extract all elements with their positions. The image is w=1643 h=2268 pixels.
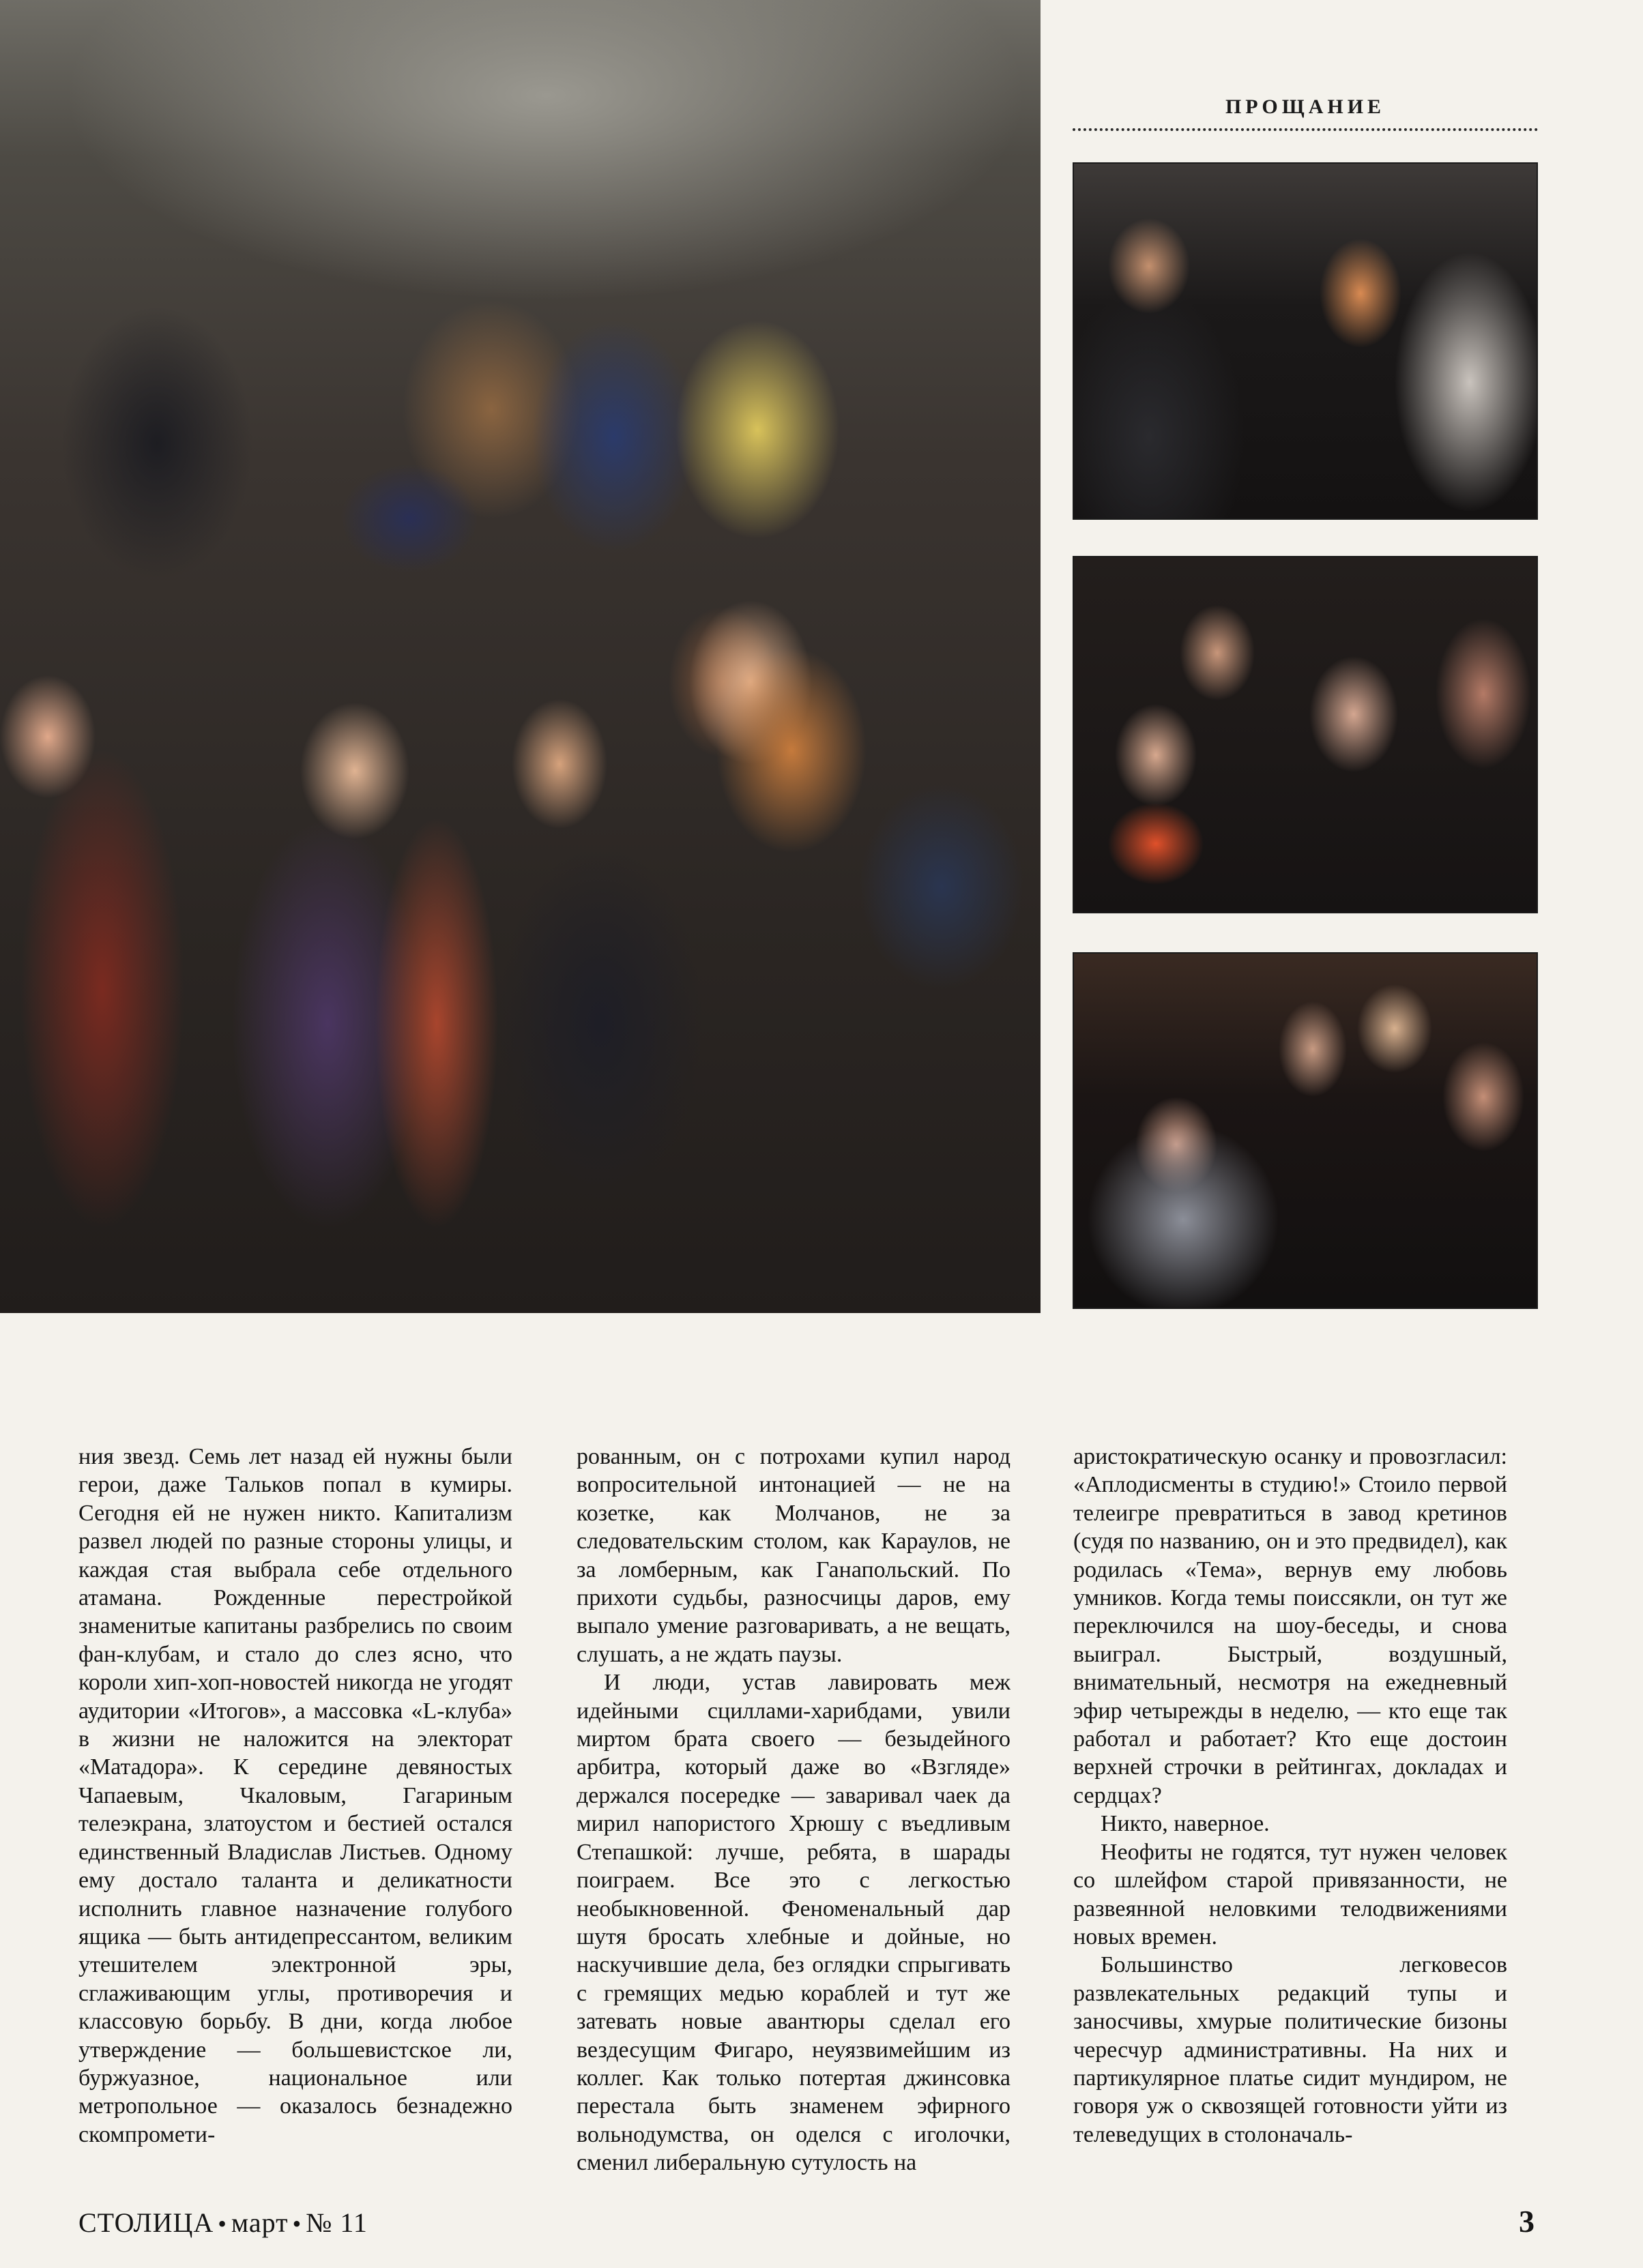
paragraph: рованным, он с потрохами купил народ вопросительной интонацией — не на козетке, как Молчанов, не за следовательским столом, как Караулов, не за ломберным, как Ганапольский. По прихоти судьбы, разносчицы даров, ему выпало умение разговаривать, а не вещать, слушать, а не ждать паузы. [577, 1444, 1010, 1667]
crowd-photo [0, 0, 1041, 1313]
magazine-name: СТОЛИЦА [78, 2207, 214, 2238]
paragraph: аристократическую осанку и провозгласил: «Аплодисменты в студию!» Стоило первой телеигре превратиться в завод кретинов (судя по названию, он и это предвидел), как родилась «Тема», вернув ему любовь умников. Когда темы поиссякли, он тут же переключился на шоу-беседы, и снова выиграл. Быстрый, воздушный, внимательный, несмотря на ежедневный эфир четырежды в неделю, — кто еще так работал и работает? Кто еще достоин верхней строчки в рейтингах, докладах и сердцах? [1073, 1444, 1507, 1808]
paragraph: ния звезд. Семь лет назад ей нужны были герои, даже Тальков попал в кумиры. Сегодня ей не нужен никто. Капитализм развел людей по разные стороны улицы, и каждая стая выбрала себе отдельного атамана. Рожденные перестройкой знаменитые капитаны разбрелись по своим фан-клубам, и стало до слез ясно, что короли хип-хоп-новостей никогда не угодят аудитории «Итогов», а массовка «L-клуба» в жизни не наложится на электорат «Матадора». К середине девяностых Чапаевым, Чкаловым, Гагариным телеэкрана, златоустом и бестией остался единственный Владислав Листьев. Одному ему достало таланта и деликатности исполнить главное назначение голубого ящика — быть антидепрессантом, великим утешителем электронной эры, сглаживающим углы, противоречия и классовую борьбу. В дни, когда любое утверждение — большевистское ли, буржуазное, национальное или метропольное — оказалось безнадежно скомпромети- [78, 1444, 512, 2147]
paragraph: Никто, наверное. [1101, 1811, 1270, 1837]
section-divider [1073, 128, 1538, 131]
separator-dot: • [218, 2210, 227, 2237]
mourners-photo-1 [1073, 162, 1538, 520]
paragraph: Большинство легковесов развлекательных редакций тупы и заносчивы, хмурые политические бизоны чересчур административны. На них и партикулярное платье сидит мундиром, не говоря уж о сквозящей готовности уйти из телеведущих в столоначаль- [1073, 1952, 1507, 2147]
paragraph: И люди, устав лавировать меж идейными сциллами-харибдами, увили миртом брата своего — безыдейного арбитра, который даже во «Взгляде» держался посередке — заваривал чаек да мирил напористого Хрюшу с въедливым Степашкой: лучше, ребята, в шарады поиграем. Все это с легкостью необыкновенной. Феноменальный дар шутя бросать хлебные и дойные, но наскучившие дела, без оглядки спрыгивать с гремящих медью кораблей и тут же затевать новые авантюры сделал его вездесущим Фигаро, неуязвимейшим из коллег. Как только потертая джинсовка перестала быть знаменем эфирного вольнодумства, он оделся с иголочки, сменил либеральную сутулость на [577, 1670, 1010, 2176]
issue-number: № 11 [306, 2207, 368, 2238]
paragraph: Неофиты не годятся, тут нужен человек со шлейфом старой привязанности, не развеянной неловкими телодвижениями новых времен. [1073, 1839, 1507, 1949]
separator-dot: • [292, 2210, 302, 2237]
article-column-1 [78, 1443, 512, 2183]
mourners-photo-2 [1073, 556, 1538, 913]
page-number: 3 [1519, 2204, 1535, 2239]
footer-issue-line [78, 2207, 368, 2239]
article-column-2 [577, 1443, 1010, 2183]
issue-month: март [231, 2207, 289, 2238]
article-column-3 [1073, 1443, 1507, 2183]
mourners-photo-3 [1073, 952, 1538, 1309]
section-label: ПРОЩАНИЕ [1225, 95, 1386, 118]
